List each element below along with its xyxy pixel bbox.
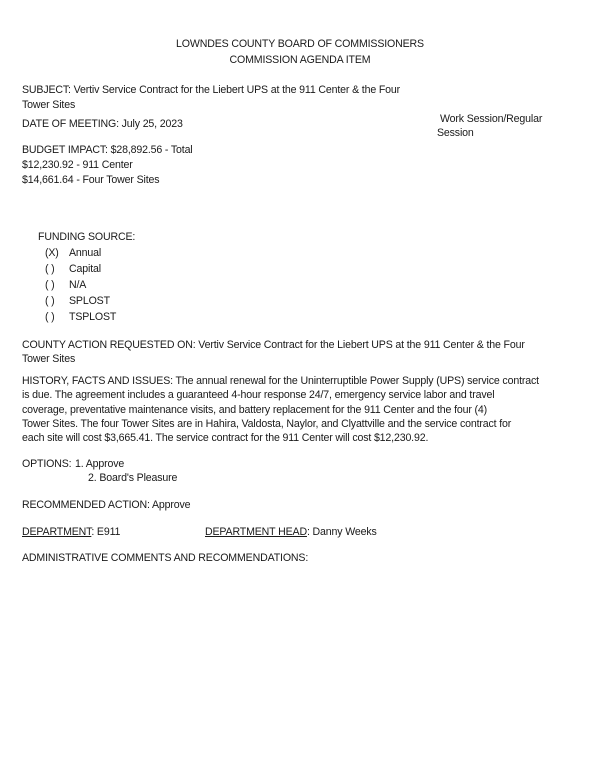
options-label: OPTIONS: xyxy=(22,458,72,470)
funding-label: TSPLOST xyxy=(69,311,117,323)
header-title: LOWNDES COUNTY BOARD OF COMMISSIONERS xyxy=(176,38,424,50)
option-item: 2. Board's Pleasure xyxy=(88,472,178,484)
subject-line: SUBJECT: Vertiv Service Contract for the Liebert UPS at the 911 Center & the Four xyxy=(22,84,401,96)
recommended-action: RECOMMENDED ACTION: Approve xyxy=(22,499,191,511)
history-line: HISTORY, FACTS AND ISSUES: The annual renewal for the Uninterruptible Power Supply (UPS) service contract xyxy=(22,375,539,387)
history-line: each site will cost $3,665.41. The service contract for the 911 Center will cost $12,230.92. xyxy=(22,432,429,444)
history-line: is due. The agreement includes a guaranteed 4-hour response 24/7, emergency service labor and travel xyxy=(22,389,495,401)
department-head xyxy=(205,525,377,539)
department-value: : E911 xyxy=(91,526,121,538)
funding-mark: ( ) xyxy=(45,311,55,323)
action-requested: Tower Sites xyxy=(22,353,76,365)
history-line: coverage, preventative maintenance visits, and battery replacement for the 911 Center and the four (4) xyxy=(22,404,488,416)
funding-mark: (X) xyxy=(45,247,59,259)
funding-mark: ( ) xyxy=(45,279,55,291)
header-subtitle: COMMISSION AGENDA ITEM xyxy=(229,54,371,66)
funding-label: SPLOST xyxy=(69,295,110,307)
department-label: DEPARTMENT xyxy=(22,526,92,538)
department-head-label: DEPARTMENT HEAD xyxy=(205,526,307,538)
funding-label: N/A xyxy=(69,279,87,291)
history-line: Tower Sites. The four Tower Sites are in Hahira, Valdosta, Naylor, and Clyattville and the service contract for xyxy=(22,418,512,430)
budget-line: $12,230.92 - 911 Center xyxy=(22,159,133,171)
option-item: 1. Approve xyxy=(75,458,125,470)
budget-impact: BUDGET IMPACT: $28,892.56 - Total xyxy=(22,144,193,156)
funding-mark: ( ) xyxy=(45,263,55,275)
funding-mark: ( ) xyxy=(45,295,55,307)
session-type: Work Session/Regular xyxy=(440,113,543,125)
funding-source-label: FUNDING SOURCE: xyxy=(38,231,136,243)
session-type: Session xyxy=(437,127,474,139)
funding-label: Annual xyxy=(69,247,102,259)
funding-label: Capital xyxy=(69,263,101,275)
subject-line: Tower Sites xyxy=(22,99,76,111)
department xyxy=(22,525,120,539)
administrative-comments: ADMINISTRATIVE COMMENTS AND RECOMMENDATIONS: xyxy=(22,552,309,564)
budget-line: $14,661.64 - Four Tower Sites xyxy=(22,174,160,186)
meeting-date: DATE OF MEETING: July 25, 2023 xyxy=(22,118,183,130)
action-requested: COUNTY ACTION REQUESTED ON: Vertiv Service Contract for the Liebert UPS at the 911 Center & the Four xyxy=(22,339,525,351)
department-head-value: : Danny Weeks xyxy=(306,526,377,538)
